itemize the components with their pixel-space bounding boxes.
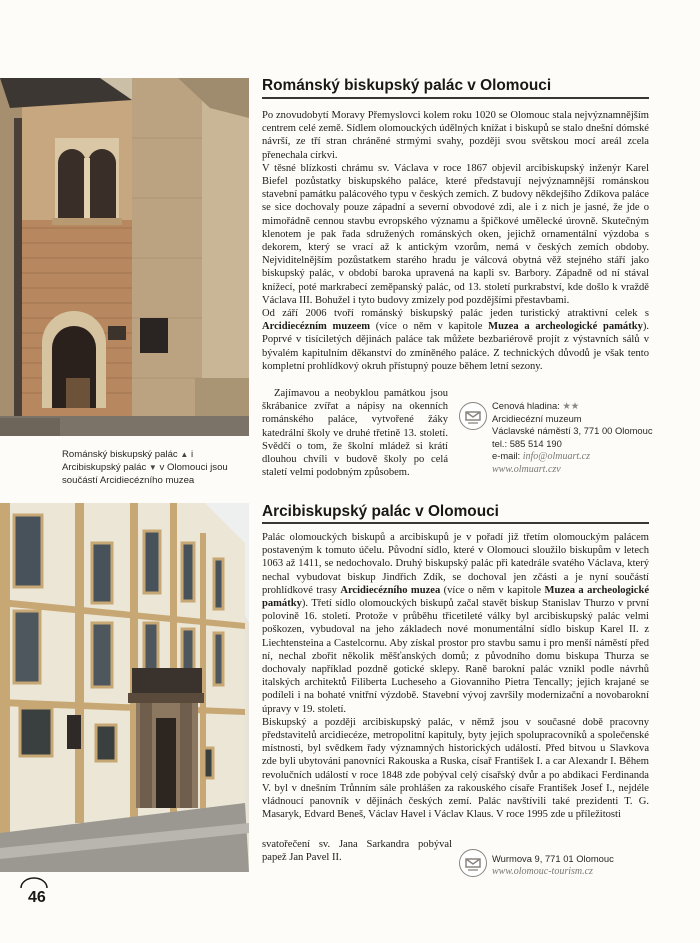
museum-phone: tel.: 585 514 190 [492, 437, 562, 449]
triangle-down-icon: ▼ [148, 463, 157, 472]
caption-text: v Olomouci jsou součástí Arcidiecézního muzea [62, 462, 228, 486]
tourism-web-link[interactable]: www.olomouc-tourism.cz [492, 865, 593, 877]
caption-text: i Arcibiskupský palác [62, 449, 194, 473]
text-run: Palác olomouckých biskupů a arcibiskupů je v pořadí již třetím olomouckým palácem postaveným k tomuto účelu. Původní sídlo, které v Olomouci sloužilo biskupům v letech 1063 až 1411, se nedochovalo. Druhý biskupský palác při katedrále svatého Václava, který nechal vybudovat biskup Jindřich Zdík, se dochoval jen zčásti a je nyní součástí prohlídkové trasy [262, 532, 649, 596]
archbishop-palace-photo [0, 503, 249, 872]
caption-text: Románský biskupský palác [62, 449, 178, 460]
bold-text: Muzea a archeologické památky [262, 584, 649, 610]
email-label: e-mail: [492, 450, 521, 462]
romanesque-palace-photo [0, 78, 249, 436]
paragraph [262, 307, 649, 373]
museum-name: Arcidiecézní muzeum [492, 412, 582, 424]
price-label: Cenová hladina: [492, 400, 560, 411]
bold-text: Muzea a archeologické památky [488, 321, 643, 333]
section2-rule [262, 522, 649, 524]
text-run: Od září 2006 tvoří románský biskupský palác jeden turistický atraktivní celek s [262, 308, 649, 320]
text-run: ). Poprvé v tisíciletých dějinách paláce tak můžete bezbariérově projít z výstavních sálů v bývalém kapitulním děkanství do zmíněného paláce. Z technických důvodů je však tento kompletní prohlídkový okruh přístupný pouze během letní sezony. [262, 321, 649, 372]
paragraph: Biskupský a později arcibiskupský palác, v němž jsou v současné době pracovny představitelů arcidiecéze, metropolitní kapituly, byty jejich spolupracovníků a společenské místnosti, byl svědkem řady významných historických událostí. Před bitvou u Slavkova zde byli ubytováni panovníci Rakouska a Ruska, císař František I. a car Alexandr I. Během revolučních událostí v roce 1848 zde pobýval celý císařský dvůr a po abdikaci Ferdinanda V. byl v dnešním Trůnním sále prohlášen za rakouského císaře František Josef I., nejdéle vládnoucí panovník v dějinách českých zemí. Palác navštívili také prezidenti T. G. Masaryk, Edvard Beneš, Václav Havel i Václav Klaus. V roce 1995 zde u příležitosti [262, 716, 649, 821]
museum-address: Václavské náměstí 3, 771 00 Olomouc [492, 425, 653, 437]
star-icon: ★★ [562, 400, 580, 411]
paragraph: V těsné blízkosti chrámu sv. Václava v roce 1867 objevil arcibiskupský inženýr Karel Biefel pozůstatky biskupského paláce, které představují nejvýznamnější románskou stavební památku palácového typu v českých zemích. Z budovy někdejšího Zdíkova paláce se sice dochovaly pouze západní a severní obvodové zdi, ale i z nich je jasné, že jde o mimořádně cennou stavbu evropského významu a špičkové umělecké úrovně. Skutečným klenotem je pak řada sdružených románských oken, jejichž ornamentální výzdoba s dekorem, který se vrací až k antickým vzorům, nemá v českých zemích obdoby. Nejviditelnějším pozůstatkem starého hradu je válcová obytná věž stejného stáří jako biskupský palác, v období baroka upravená na kapli sv. Barbory. Západně od ní stával knížecí, poté markrabecí zeměpanský palác, od 13. století purkrabství, kde došlo k vraždě Václava III. Bohužel i tyto budovy zmizely pod pozdějšími přestavbami. [262, 162, 649, 306]
section2-body-narrow [262, 838, 452, 864]
triangle-up-icon: ▲ [180, 450, 189, 459]
section2-body [262, 531, 649, 839]
museum-web-link[interactable]: www.olmuart.czv [492, 463, 561, 475]
email-link[interactable]: info@olmuart.cz [522, 451, 591, 463]
paragraph: Po znovudobytí Moravy Přemyslovci kolem roku 1020 se Olomouc stala nejvýznamnějším centrem celé země. Sídlem olomouckých údělných knížat i biskupů se stalo dnešní dómské návrší, ze tří stran chráněné strmými svahy, později svou světskou mocí areál zcela přenechala církvi. [262, 110, 649, 161]
museum-email [492, 450, 662, 464]
paragraph: Zajímavou a neobyklou památkou jsou škrábanice zvířat a nápisy na okenních románského paláce, vytvořené žáky katedrální školy ve druhé třetině 13. století. Svědčí o tom, že školní mládež si krátí dlouhou chvíli v budově školy po celá staletí velmi podobným způsobem. [262, 388, 448, 479]
section2-title: Arcibiskupský palác v Olomouci [262, 503, 499, 520]
contact-icon [459, 402, 487, 430]
bold-text: Arcidiecézního muzea [340, 584, 441, 596]
section1-rule [262, 97, 649, 99]
section1-body-narrow [262, 387, 448, 479]
page-number: 46 [28, 889, 46, 906]
text-run: ). Třetí sídlo olomouckých biskupů začal stavět biskup Stanislav Thurzo v první polovině 16. století. Protože v průběhu třicetileté války byl arcibiskupský palác velmi poškozen, vybudoval na jeho základech nové monumentální sídlo biskup Karel II. z Liechtensteina a Castelcornu. Aby získal prostor pro stavbu samu i pro menší náměstí před ní, nechal zbořit několik měšťanských domů; z původního domu biskupa Thurza se dochovaly například pozdně gotické sklepy. Raně barokní palác vznikl podle návrhů italských architektů Filiberta Lucheseho a Giovanniho Pietra Tencally; jejich krajané se podíleli i na bohaté vnitřní výzdobě. Stavební vývoj završily modernizační a novobarokní úpravy v 19. století. [262, 598, 649, 715]
photo-caption [62, 448, 247, 487]
text-run: (více o něm v kapitole [370, 321, 489, 333]
page-number-arc [19, 876, 49, 890]
section1-body [262, 109, 649, 399]
paragraph [262, 531, 649, 716]
section1-title: Románský biskupský palác v Olomouci [262, 77, 552, 94]
contact-icon [459, 849, 487, 877]
tourism-address: Wurmova 9, 771 01 Olomouc [492, 853, 614, 864]
price-level [492, 400, 662, 413]
bold-text: Arcidiecézním muzeem [262, 321, 371, 333]
text-run: (více o něm v kapitole [440, 584, 545, 596]
paragraph: svatořečení sv. Jana Sarkandra pobýval papež Jan Pavel II. [262, 839, 452, 864]
